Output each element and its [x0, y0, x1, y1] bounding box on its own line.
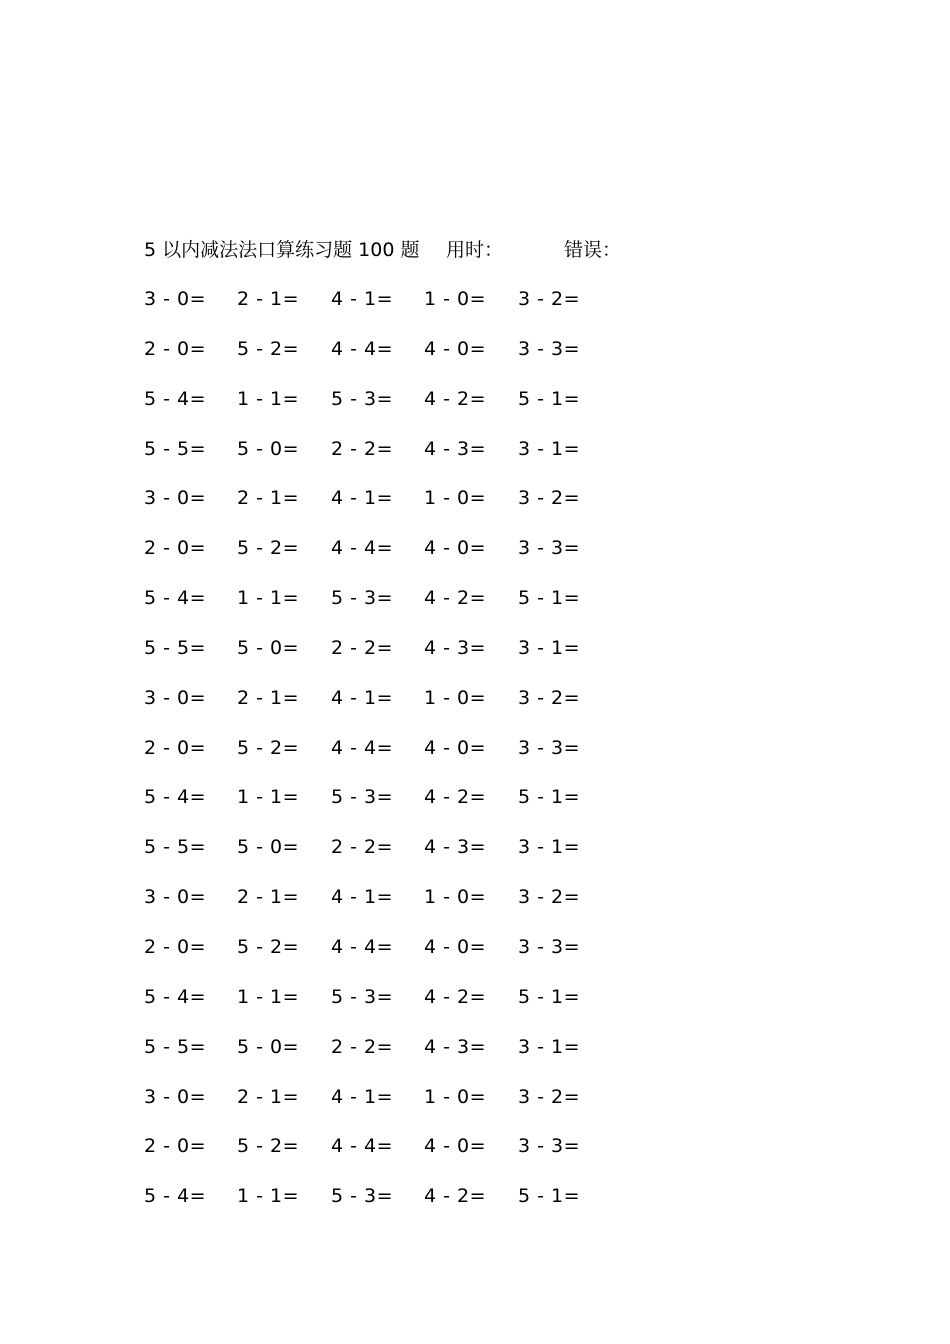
problem-item: 4 - 2= — [424, 786, 487, 809]
problem-row — [144, 684, 704, 734]
problem-item: 3 - 0= — [144, 1085, 207, 1108]
problem-item: 1 - 0= — [424, 686, 487, 709]
problem-item: 4 - 1= — [331, 886, 394, 909]
problem-item: 5 - 4= — [144, 786, 207, 809]
problem-item: 5 - 1= — [518, 1185, 581, 1208]
problem-item: 2 - 2= — [331, 437, 394, 460]
problem-item: 3 - 2= — [518, 1085, 581, 1108]
problem-item: 3 - 3= — [518, 935, 581, 958]
problem-item: 4 - 2= — [424, 1185, 487, 1208]
problem-item: 5 - 4= — [144, 587, 207, 610]
problem-item: 4 - 4= — [331, 736, 394, 759]
problem-item: 5 - 3= — [331, 985, 394, 1008]
problem-row — [144, 783, 704, 833]
problem-row — [144, 435, 704, 485]
problem-row — [144, 833, 704, 883]
problem-row — [144, 883, 704, 933]
problem-item: 5 - 3= — [331, 587, 394, 610]
problem-item: 3 - 3= — [518, 736, 581, 759]
problem-item: 3 - 0= — [144, 487, 207, 510]
time-used-label: 用时： — [446, 239, 504, 261]
problem-item: 4 - 4= — [331, 1135, 394, 1158]
problem-item: 1 - 1= — [237, 786, 300, 809]
problem-item: 4 - 0= — [424, 537, 487, 560]
problem-item: 4 - 0= — [424, 935, 487, 958]
problem-item: 2 - 1= — [237, 886, 300, 909]
problem-item: 3 - 3= — [518, 1135, 581, 1158]
problem-item: 2 - 0= — [144, 736, 207, 759]
problem-row — [144, 634, 704, 684]
problem-item: 2 - 0= — [144, 537, 207, 560]
problem-row — [144, 1083, 704, 1133]
problem-item: 2 - 1= — [237, 487, 300, 510]
problem-item: 5 - 5= — [144, 437, 207, 460]
problem-item: 3 - 1= — [518, 836, 581, 859]
problem-item: 5 - 5= — [144, 636, 207, 659]
problem-item: 3 - 3= — [518, 537, 581, 560]
problem-row — [144, 734, 704, 784]
problem-item: 1 - 1= — [237, 1185, 300, 1208]
problem-item: 1 - 1= — [237, 387, 300, 410]
problem-item: 4 - 4= — [331, 935, 394, 958]
problem-item: 4 - 2= — [424, 985, 487, 1008]
problem-row — [144, 534, 704, 584]
problem-item: 2 - 2= — [331, 1035, 394, 1058]
problem-row — [144, 1132, 704, 1182]
problem-item: 5 - 4= — [144, 985, 207, 1008]
problem-row — [144, 933, 704, 983]
problem-item: 4 - 2= — [424, 387, 487, 410]
problem-item: 5 - 5= — [144, 836, 207, 859]
problem-item: 5 - 5= — [144, 1035, 207, 1058]
errors-label: 错误： — [564, 239, 622, 261]
problem-row — [144, 1182, 704, 1232]
problem-item: 5 - 4= — [144, 387, 207, 410]
problem-item: 2 - 2= — [331, 636, 394, 659]
problem-item: 5 - 2= — [237, 736, 300, 759]
problem-row — [144, 335, 704, 385]
problem-item: 3 - 0= — [144, 288, 207, 310]
problem-row — [144, 484, 704, 534]
problem-item: 1 - 0= — [424, 1085, 487, 1108]
problem-item: 1 - 0= — [424, 487, 487, 510]
problem-item: 5 - 1= — [518, 985, 581, 1008]
problem-item: 3 - 1= — [518, 437, 581, 460]
problem-item: 4 - 0= — [424, 736, 487, 759]
problem-item: 5 - 4= — [144, 1185, 207, 1208]
problem-row — [144, 285, 704, 335]
problem-item: 5 - 1= — [518, 587, 581, 610]
problem-item: 4 - 0= — [424, 337, 487, 360]
problem-item: 3 - 3= — [518, 337, 581, 360]
problem-item: 5 - 3= — [331, 1185, 394, 1208]
problem-grid — [144, 285, 704, 1232]
problem-item: 4 - 3= — [424, 836, 487, 859]
problem-item: 5 - 2= — [237, 935, 300, 958]
problem-item: 5 - 2= — [237, 1135, 300, 1158]
problem-item: 4 - 1= — [331, 288, 394, 310]
problem-item: 4 - 1= — [331, 487, 394, 510]
problem-item: 4 - 3= — [424, 636, 487, 659]
problem-item: 4 - 3= — [424, 437, 487, 460]
problem-item: 5 - 0= — [237, 636, 300, 659]
problem-item: 2 - 2= — [331, 836, 394, 859]
problem-item: 2 - 1= — [237, 686, 300, 709]
problem-item: 3 - 2= — [518, 686, 581, 709]
problem-item: 5 - 0= — [237, 437, 300, 460]
problem-item: 5 - 3= — [331, 387, 394, 410]
problem-row — [144, 385, 704, 435]
problem-item: 3 - 2= — [518, 886, 581, 909]
problem-row — [144, 584, 704, 634]
problem-item: 4 - 3= — [424, 1035, 487, 1058]
problem-item: 1 - 0= — [424, 288, 487, 310]
worksheet-header — [144, 236, 844, 264]
problem-item: 5 - 1= — [518, 387, 581, 410]
problem-row — [144, 1033, 704, 1083]
problem-item: 5 - 0= — [237, 1035, 300, 1058]
problem-item: 5 - 3= — [331, 786, 394, 809]
problem-item: 2 - 1= — [237, 288, 300, 310]
problem-item: 4 - 4= — [331, 337, 394, 360]
problem-item: 4 - 4= — [331, 537, 394, 560]
problem-item: 3 - 1= — [518, 1035, 581, 1058]
problem-item: 5 - 2= — [237, 537, 300, 560]
problem-item: 3 - 1= — [518, 636, 581, 659]
problem-item: 5 - 2= — [237, 337, 300, 360]
problem-item: 4 - 1= — [331, 1085, 394, 1108]
problem-item: 4 - 1= — [331, 686, 394, 709]
problem-item: 3 - 2= — [518, 487, 581, 510]
problem-item: 4 - 0= — [424, 1135, 487, 1158]
problem-item: 5 - 1= — [518, 786, 581, 809]
problem-item: 4 - 2= — [424, 587, 487, 610]
problem-item: 1 - 0= — [424, 886, 487, 909]
problem-item: 3 - 0= — [144, 686, 207, 709]
problem-item: 1 - 1= — [237, 985, 300, 1008]
problem-item: 2 - 0= — [144, 935, 207, 958]
problem-item: 3 - 2= — [518, 288, 581, 310]
problem-item: 2 - 0= — [144, 1135, 207, 1158]
problem-row — [144, 983, 704, 1033]
problem-item: 5 - 0= — [237, 836, 300, 859]
problem-item: 3 - 0= — [144, 886, 207, 909]
problem-item: 2 - 1= — [237, 1085, 300, 1108]
problem-item: 2 - 0= — [144, 337, 207, 360]
problem-item: 1 - 1= — [237, 587, 300, 610]
worksheet-title: 5 以内减法法口算练习题 100 题 — [144, 239, 420, 261]
